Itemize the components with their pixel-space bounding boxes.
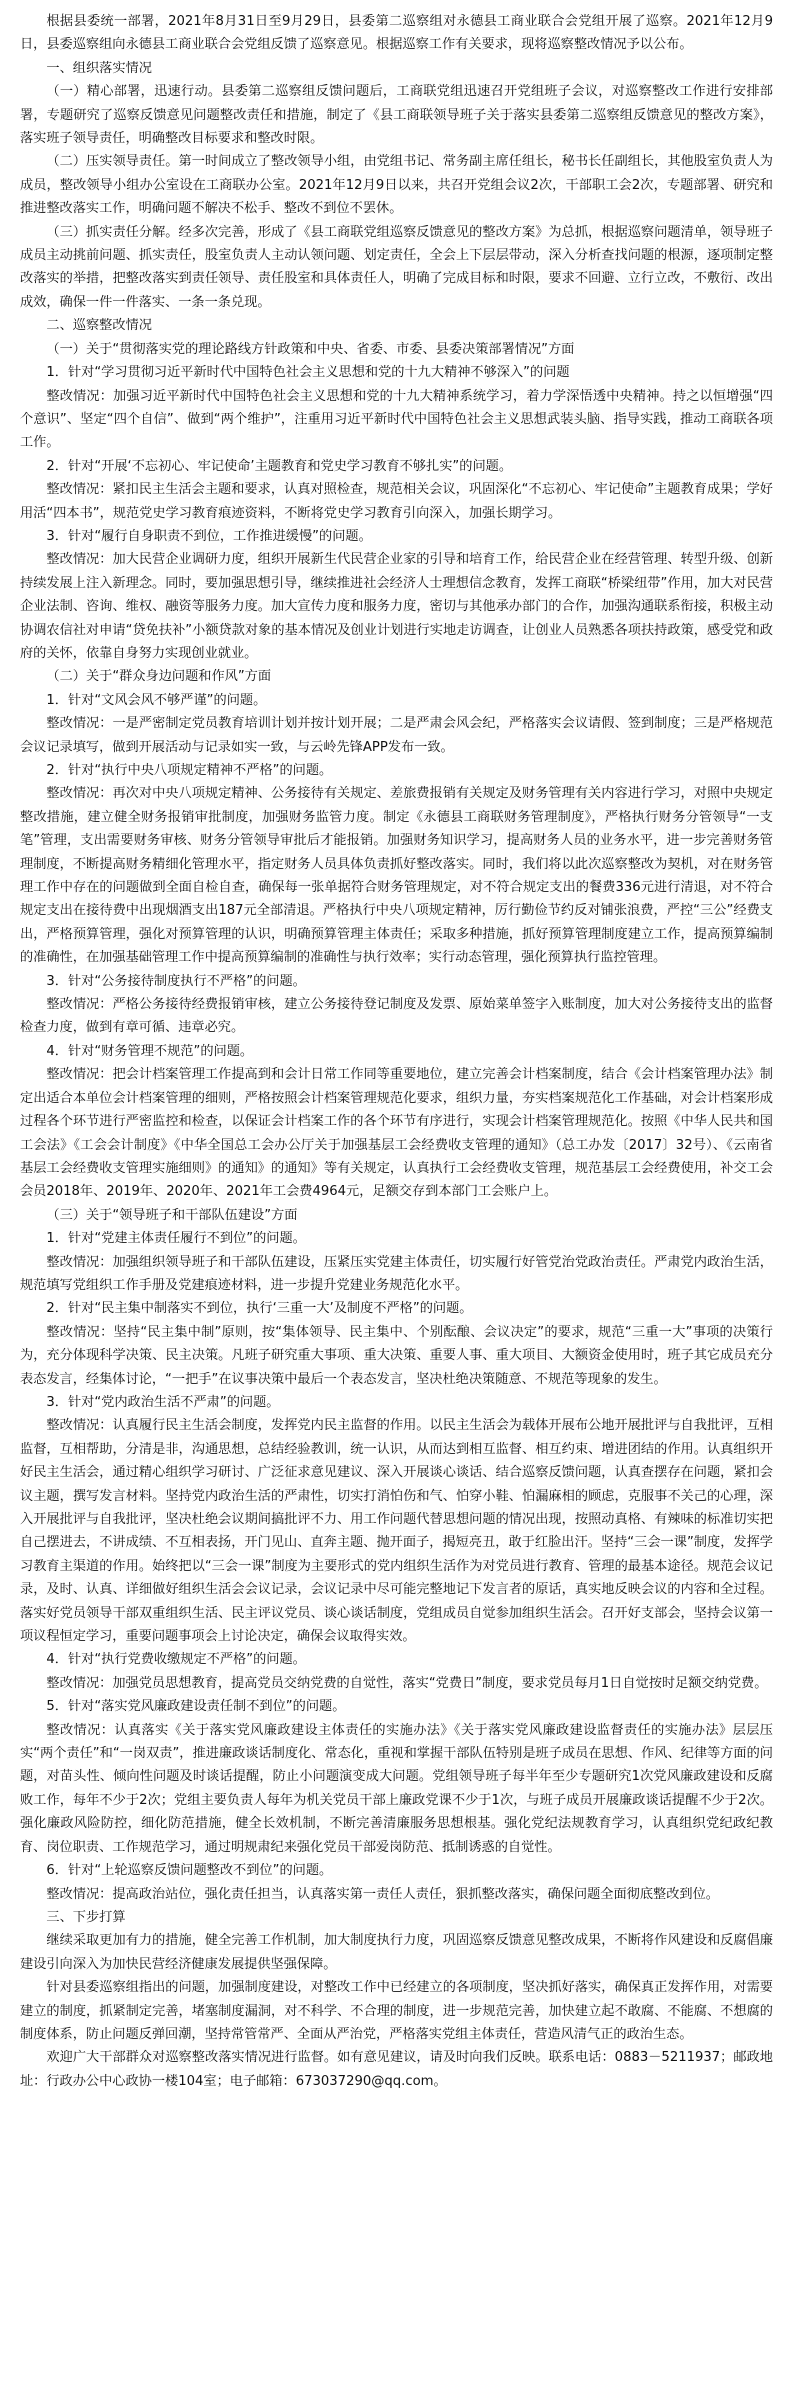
issue-heading: 5．针对“落实党风廉政建设责任制不到位”的问题。 [46,1699,346,1715]
issue-heading: 2．针对“执行中央八项规定精神不严格”的问题。 [46,763,333,778]
rectification-paragraph: 整改情况：加强习近平新时代中国特色社会主义思想和党的十九大精神系统学习，着力学深悟透中央精神。持之以恒增强“四个意识”、坚定“四个自信”、做到“两个维护”，注重用习近平新时代中国特色社会主义思想武装头脑、指导实践，推动工商联各项工作。 [20,388,773,451]
issue-heading: 3．针对“党内政治生活不严肃”的问题。 [46,1394,280,1410]
issue-heading: 1．针对“学习贯彻习近平新时代中国特色社会主义思想和党的十九大精神不够深入”的问题 [46,365,570,381]
rectification-paragraph: 整改情况：加大民营企业调研力度，组织开展新生代民营企业家的引导和培育工作，给民营企业在经营管理、转型升级、创新持续发展上注入新理念。同时，要加强思想引导，继续推进社会经济人士理想信念教育，发挥工商联“桥梁纽带”作用，加大对民营企业法制、咨询、维权、融资等服务力度。加大宣传力度和服务力度，密切与其他承办部门的合作，加强沟通联系衔接，积极主动协调农信社对申请“贷免扶补”小额贷款对象的基本情况及创业计划进行实地走访调查，让创业人员熟悉各项扶持政策，感受党和政府的关怀，依靠自身努力实现创业就业。 [20,552,773,661]
section-heading-rectification: 二、巡察整改情况 [46,318,152,334]
issue-heading: 1．针对“党建主体责任履行不到位”的问题。 [46,1231,306,1247]
subsection-heading-style: （二）关于“群众身边问题和作风”方面 [46,669,272,685]
issue-heading: 4．针对“财务管理不规范”的问题。 [46,1043,254,1059]
issue-heading: 2．针对“开展‘不忘初心、牢记使命’主题教育和党史学习教育不够扎实”的问题。 [46,458,513,474]
issue-heading: 2．针对“民主集中制落实不到位，执行‘三重一大’及制度不严格”的问题。 [46,1301,473,1317]
issue-heading: 1．针对“文风会风不够严谨”的问题。 [46,692,267,708]
subsection-heading-policy: （一）关于“贯彻落实党的理论路线方针政策和中央、省委、市委、县委决策部署情况”方面 [46,341,575,357]
paragraph-leadership: （二）压实领导责任。第一时间成立了整改领导小组，由党组书记、常务副主席任组长，秘书长任副组长，其他股室负责人为成员，整改领导小组办公室设在工商联办公室。2021年12月9日以来，共召开党组会议2次，干部职工会2次，专题部署、研究和推进整改落实工作，明确问题不解决不松手、整改不到位不罢休。 [20,154,773,217]
rectification-paragraph: 整改情况：坚持“民主集中制”原则，按“集体领导、民主集中、个别酝酿、会议决定”的要求，规范“三重一大”事项的决策行为，充分体现科学决策、民主决策。凡班子研究重大事项、重大决策、重要人事、重大项目、大额资金使用时，班子其它成员充分表态发言，经集体讨论，“一把手”在议事决策中最后一个表态发言，坚决杜绝决策随意、不规范等现象的发生。 [20,1324,773,1387]
rectification-paragraph: 整改情况：一是严密制定党员教育培训计划并按计划开展；二是严肃会风会纪，严格落实会议请假、签到制度；三是严格规范会议记录填写，做到开展活动与记录如实一致，与云岭先锋APP发布一致。 [20,716,773,755]
rectification-paragraph: 整改情况：认真履行民主生活会制度，发挥党内民主监督的作用。以民主生活会为载体开展布公地开展批评与自我批评，互相监督，互相帮助，分清是非，沟通思想，总结经验教训，统一认识，从而达到相互监督、相互约束、增进团结的作用。认真组织开好民主生活会，通过精心组织学习研讨、广泛征求意见建议、深入开展谈心谈话、结合巡察反馈问题，认真查摆存在问题，紧扣会议主题，撰写发言材料。坚持党内政治生活的严肃性，切实打消怕伤和气、怕穿小鞋、怕漏麻相的顾虑，克服事不关己的心理，深入开展批评与自我批评，坚决杜绝会议期间搞批评不力、用工作问题代替思想问题的情况出现，按照动真格、有辣味的标准切实把自己摆进去，不讲成绩、不互相表扬，开门见山、直奔主题、抛开面子，揭短亮丑，敢于红脸出汗。坚持“三会一课”制度，发挥学习教育主渠道的作用。始终把以“三会一课”制度为主要形式的党内组织生活作为对党员进行教育、管理的最基本途径。规范会议记录，及时、认真、详细做好组织生活会会议记录，会议记录中尽可能完整地记下发言者的原话，真实地反映会议的内容和全过程。落实好党员领导干部双重组织生活、民主评议党员、谈心谈话制度，党组成员自觉参加组织生活会。召开好支部会，坚持会议第一项议程恒定学习，重要问题事项会上讨论决定，确保会议取得实效。 [20,1418,773,1645]
paragraph-deployment: （一）精心部署，迅速行动。县委第二巡察组反馈问题后，工商联党组迅速召开党组班子会议，对巡察整改工作进行安排部署，专题研究了巡察反馈意见问题整改责任和措施，制定了《县工商联领导班子关于落实县委第二巡察组反馈意见的整改方案》，落实班子领导责任，明确整改目标要求和整改时限。 [20,84,773,147]
issue-heading: 3．针对“公务接待制度执行不严格”的问题。 [46,973,306,989]
rectification-paragraph: 整改情况：认真落实《关于落实党风廉政建设主体责任的实施办法》《关于落实党风廉政建设监督责任的实施办法》层层压实“两个责任”和“一岗双责”，推进廉政谈话制度化、常态化，重视和掌握干部队伍特别是班子成员在思想、作风、纪律等方面的问题，对苗头性、倾向性问题及时谈话提醒，防止小问题演变成大问题。党组领导班子每半年至少专题研究1次党风廉政建设和反腐败工作，每年不少于2次；党组主要负责人每年为机关党员干部上廉政党课不少于1次，与班子成员开展廉政谈话提醒不少于2次。强化廉政风险防控，细化防范措施，健全长效机制，不断完善清廉服务思想根基。强化党纪法规教育学习，认真组织党纪政纪教育、岗位职责、工作规范学习，通过明规肃纪来强化党员干部爱岗防范、抵制诱惑的自觉性。 [20,1722,773,1855]
rectification-paragraph: 整改情况：把会计档案管理工作提高到和会计日常工作同等重要地位，建立完善会计档案制度，结合《会计档案管理办法》制定出适合本单位会计档案管理的细则，严格按照会计档案管理规范化要求，组织力量，夯实档案规范化工作基础，对会计档案形成过程各个环节进行严密监控和检查，以保证会计档案工作的各个环节有序进行，实现会计档案管理规范化。按照《中华人民共和国工会法》《工会会计制度》《中华全国总工会办公厅关于加强基层工会经费收支管理的通知》（总工办发〔2017〕32号）、《云南省基层工会经费收支管理实施细则》的通知》的通知》等有关规定，认真执行工会经费收支管理，规范基层工会经费使用，补交工会会员2018年、2019年、2020年、2021年工会费4964元，足额交存到本部门工会账户上。 [20,1067,773,1200]
rectification-paragraph: 整改情况：加强组织领导班子和干部队伍建设，压紧压实党建主体责任，切实履行好管党治党政治责任。严肃党内政治生活，规范填写党组织工作手册及党建痕迹材料，进一步提升党建业务规范化水平。 [20,1254,773,1293]
subsection-heading-team: （三）关于“领导班子和干部队伍建设”方面 [46,1207,298,1223]
contact-paragraph: 欢迎广大干部群众对巡察整改落实情况进行监督。如有意见建议，请及时向我们反映。联系电话：0883－5211937；邮政地址：行政办公中心政协一楼104室；电子邮箱：673037290@qq.com。 [20,2050,773,2089]
rectification-paragraph: 整改情况：严格公务接待经费报销审核，建立公务接待登记制度及发票、原始菜单签字入账制度，加大对公务接待支出的监督检查力度，做到有章可循、违章必究。 [20,997,773,1036]
rectification-paragraph: 整改情况：加强党员思想教育，提高党员交纳党费的自觉性，落实“党费日”制度，要求党员每月1日自觉按时足额交纳党费。 [46,1675,768,1691]
issue-heading: 6．针对“上轮巡察反馈问题整改不到位”的问题。 [46,1863,333,1879]
next-steps-paragraph: 继续采取更加有力的措施，健全完善工作机制，加大制度执行力度，巩固巡察反馈意见整改成果，不断将作风建设和反腐倡廉建设引向深入为加快民营经济健康发展提供坚强保障。 [20,1933,773,1972]
paragraph-responsibility: （三）抓实责任分解。经多次完善，形成了《县工商联党组巡察反馈意见的整改方案》为总抓，根据巡察问题清单，领导班子成员主动挑前问题、抓实责任，股室负责人主动认领问题、划定责任，全会上下层层带动，深入分析查找问题的根源，逐项制定整改落实的举措，把整改落实到责任领导、责任股室和具体责任人，明确了完成目标和时限，要求不回避、立行立改，不敷衍、改出成效，确保一件一件落实、一条一条兑现。 [20,224,773,310]
rectification-paragraph: 整改情况：再次对中央八项规定精神、公务接待有关规定、差旅费报销有关规定及财务管理有关内容进行学习，对照中央规定整改措施，建立健全财务报销审批制度，加强财务监管力度。制定《永德县工商联财务管理制度》，严格执行财务分管领导“一支笔”管理，支出需要财务审核、财务分管领导审批后才能报销。加强财务知识学习，提高财务人员的业务水平，进一步完善财务管理制度，不断提高财务精细化管理水平，指定财务人员具体负责抓好整改落实。同时，我们将以此次巡察整改为契机，对在财务管理工作中存在的问题做到全面自检自查，确保每一张单据符合财务管理规定，对不符合规定支出的餐费336元进行清退，对不符合规定支出在接待费中出现烟酒支出187元全部清退。严格执行中央八项规定精神，厉行勤俭节约反对铺张浪费，严控“三公”经费支出，严格预算管理，强化对预算管理的认识，明确预算管理主体责任；采取多种措施，抓好预算管理制度建立工作，提高预算编制的准确性，在加强基础管理工作中提高预算编制的准确性与执行效率；实行动态管理，强化预算执行监控管理。 [20,786,773,966]
section-heading-next-steps: 三、下步打算 [46,1909,126,1925]
rectification-paragraph: 整改情况：提高政治站位，强化责任担当，认真落实第一责任人责任，狠抓整改落实，确保问题全面彻底整改到位。 [46,1886,719,1902]
rectification-paragraph: 整改情况：紧扣民主生活会主题和要求，认真对照检查，规范相关会议，巩固深化“不忘初心、牢记使命”主题教育成果；学好用活“四本书”，规范党史学习教育痕迹资料，不断将党史学习教育引向深入，加强长期学习。 [20,482,773,521]
next-steps-paragraph: 针对县委巡察组指出的问题，加强制度建设，对整改工作中已经建立的各项制度，坚决抓好落实，确保真正发挥作用，对需要建立的制度，抓紧制定完善，堵塞制度漏洞，对不科学、不合理的制度，进一步规范完善，加快建立起不敢腐、不能腐、不想腐的制度体系，防止问题反弹回潮，坚持常管常严、全面从严治党，严格落实党组主体责任，营造风清气正的政治生态。 [20,1980,773,2042]
issue-heading: 4．针对“执行党费收缴规定不严格”的问题。 [46,1652,306,1668]
intro-paragraph: 根据县委统一部署，2021年8月31日至9月29日，县委第二巡察组对永德县工商业联合会党组开展了巡察。2021年12月9日，县委巡察组向永德县工商业联合会党组反馈了巡察意见。根据巡察工作有关要求，现将巡察整改情况予以公布。 [20,14,773,53]
issue-heading: 3．针对“履行自身职责不到位，工作推进缓慢”的问题。 [46,528,372,544]
section-heading-organization: 一、组织落实情况 [46,60,152,76]
